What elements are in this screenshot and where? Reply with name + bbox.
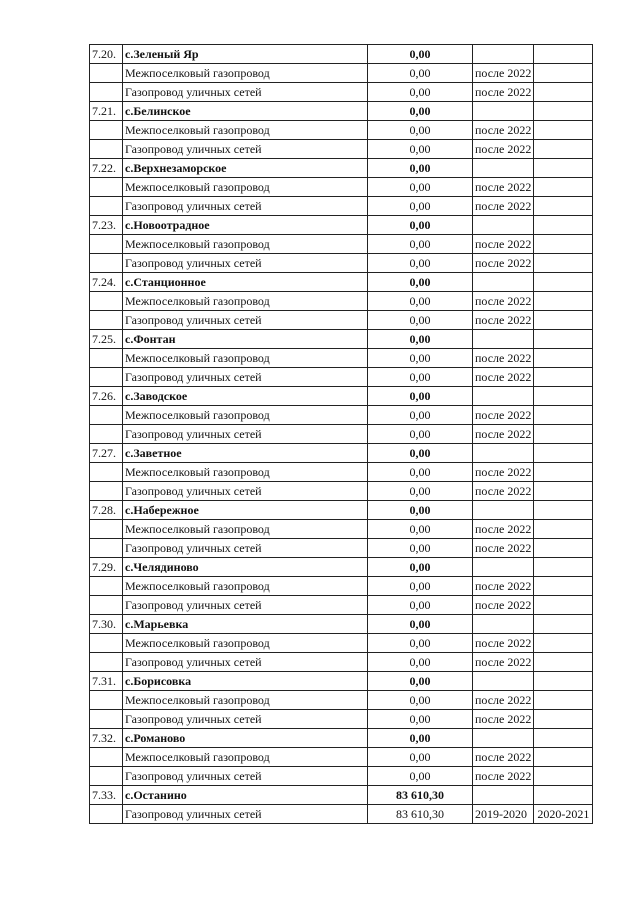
item-period-2 bbox=[534, 349, 593, 368]
item-label: Межпоселковый газопровод bbox=[123, 520, 368, 539]
period-cell-2 bbox=[534, 615, 593, 634]
item-period: после 2022 bbox=[473, 368, 534, 387]
item-value: 0,00 bbox=[368, 482, 473, 501]
village-total: 83 610,30 bbox=[368, 786, 473, 805]
period-cell bbox=[473, 501, 534, 520]
item-row bbox=[90, 805, 593, 824]
item-label: Межпоселковый газопровод bbox=[123, 178, 368, 197]
item-period: после 2022 bbox=[473, 292, 534, 311]
item-period-2 bbox=[534, 710, 593, 729]
item-period: после 2022 bbox=[473, 406, 534, 425]
village-name: с.Борисовка bbox=[123, 672, 368, 691]
table-body bbox=[90, 45, 593, 824]
row-number: 7.22. bbox=[90, 159, 123, 178]
item-period: после 2022 bbox=[473, 64, 534, 83]
item-period-2 bbox=[534, 235, 593, 254]
item-period: после 2022 bbox=[473, 121, 534, 140]
item-value: 0,00 bbox=[368, 311, 473, 330]
item-label: Газопровод уличных сетей bbox=[123, 539, 368, 558]
village-total: 0,00 bbox=[368, 558, 473, 577]
row-number bbox=[90, 691, 123, 710]
item-value: 0,00 bbox=[368, 596, 473, 615]
village-name: с.Верхнезаморское bbox=[123, 159, 368, 178]
row-number bbox=[90, 197, 123, 216]
period-cell bbox=[473, 330, 534, 349]
item-value: 0,00 bbox=[368, 520, 473, 539]
row-number bbox=[90, 121, 123, 140]
item-value: 0,00 bbox=[368, 254, 473, 273]
period-cell-2 bbox=[534, 786, 593, 805]
item-period-2 bbox=[534, 425, 593, 444]
village-total: 0,00 bbox=[368, 273, 473, 292]
item-label: Газопровод уличных сетей bbox=[123, 368, 368, 387]
item-period-2 bbox=[534, 691, 593, 710]
item-row bbox=[90, 64, 593, 83]
row-number bbox=[90, 140, 123, 159]
item-period-2 bbox=[534, 64, 593, 83]
village-name: с.Романово bbox=[123, 729, 368, 748]
row-number bbox=[90, 482, 123, 501]
item-row bbox=[90, 178, 593, 197]
item-period: 2019-2020 bbox=[473, 805, 534, 824]
item-period-2 bbox=[534, 748, 593, 767]
item-period: после 2022 bbox=[473, 748, 534, 767]
item-value: 83 610,30 bbox=[368, 805, 473, 824]
row-number bbox=[90, 463, 123, 482]
item-period-2 bbox=[534, 539, 593, 558]
village-name: с.Челядиново bbox=[123, 558, 368, 577]
village-row bbox=[90, 501, 593, 520]
item-row bbox=[90, 653, 593, 672]
village-row bbox=[90, 330, 593, 349]
item-row bbox=[90, 368, 593, 387]
item-value: 0,00 bbox=[368, 748, 473, 767]
village-row bbox=[90, 387, 593, 406]
row-number bbox=[90, 767, 123, 786]
period-cell bbox=[473, 273, 534, 292]
item-period-2 bbox=[534, 596, 593, 615]
row-number: 7.28. bbox=[90, 501, 123, 520]
village-total: 0,00 bbox=[368, 102, 473, 121]
gas-pipeline-table bbox=[89, 44, 593, 824]
item-period-2 bbox=[534, 463, 593, 482]
row-number: 7.32. bbox=[90, 729, 123, 748]
item-label: Межпоселковый газопровод bbox=[123, 634, 368, 653]
period-cell-2 bbox=[534, 387, 593, 406]
row-number: 7.23. bbox=[90, 216, 123, 235]
item-period: после 2022 bbox=[473, 653, 534, 672]
row-number: 7.24. bbox=[90, 273, 123, 292]
item-period: после 2022 bbox=[473, 691, 534, 710]
row-number bbox=[90, 634, 123, 653]
row-number bbox=[90, 577, 123, 596]
row-number bbox=[90, 368, 123, 387]
item-row bbox=[90, 463, 593, 482]
item-period-2: 2020-2021 bbox=[534, 805, 593, 824]
item-label: Межпоселковый газопровод bbox=[123, 64, 368, 83]
item-period-2 bbox=[534, 520, 593, 539]
row-number bbox=[90, 425, 123, 444]
village-name: с.Фонтан bbox=[123, 330, 368, 349]
row-number: 7.29. bbox=[90, 558, 123, 577]
item-period-2 bbox=[534, 634, 593, 653]
period-cell bbox=[473, 672, 534, 691]
item-label: Межпоселковый газопровод bbox=[123, 691, 368, 710]
village-row bbox=[90, 786, 593, 805]
item-value: 0,00 bbox=[368, 292, 473, 311]
item-value: 0,00 bbox=[368, 197, 473, 216]
row-number: 7.25. bbox=[90, 330, 123, 349]
item-value: 0,00 bbox=[368, 653, 473, 672]
village-total: 0,00 bbox=[368, 387, 473, 406]
village-name: с.Набережное bbox=[123, 501, 368, 520]
item-period: после 2022 bbox=[473, 235, 534, 254]
item-period: после 2022 bbox=[473, 710, 534, 729]
item-period: после 2022 bbox=[473, 425, 534, 444]
item-label: Межпоселковый газопровод bbox=[123, 406, 368, 425]
row-number: 7.20. bbox=[90, 45, 123, 64]
period-cell-2 bbox=[534, 159, 593, 178]
item-row bbox=[90, 767, 593, 786]
item-value: 0,00 bbox=[368, 539, 473, 558]
period-cell-2 bbox=[534, 45, 593, 64]
village-total: 0,00 bbox=[368, 330, 473, 349]
item-row bbox=[90, 520, 593, 539]
row-number bbox=[90, 520, 123, 539]
item-period: после 2022 bbox=[473, 596, 534, 615]
row-number bbox=[90, 311, 123, 330]
item-period-2 bbox=[534, 197, 593, 216]
period-cell bbox=[473, 444, 534, 463]
village-row bbox=[90, 672, 593, 691]
item-row bbox=[90, 83, 593, 102]
item-period: после 2022 bbox=[473, 349, 534, 368]
village-name: с.Заветное bbox=[123, 444, 368, 463]
item-row bbox=[90, 121, 593, 140]
item-label: Газопровод уличных сетей bbox=[123, 140, 368, 159]
period-cell bbox=[473, 558, 534, 577]
item-value: 0,00 bbox=[368, 121, 473, 140]
village-total: 0,00 bbox=[368, 159, 473, 178]
item-period: после 2022 bbox=[473, 254, 534, 273]
item-value: 0,00 bbox=[368, 767, 473, 786]
item-row bbox=[90, 311, 593, 330]
row-number bbox=[90, 64, 123, 83]
row-number bbox=[90, 235, 123, 254]
item-label: Межпоселковый газопровод bbox=[123, 349, 368, 368]
village-row bbox=[90, 273, 593, 292]
item-row bbox=[90, 482, 593, 501]
item-period: после 2022 bbox=[473, 197, 534, 216]
item-period-2 bbox=[534, 140, 593, 159]
item-value: 0,00 bbox=[368, 235, 473, 254]
item-label: Газопровод уличных сетей bbox=[123, 653, 368, 672]
village-name: с.Белинское bbox=[123, 102, 368, 121]
item-label: Газопровод уличных сетей bbox=[123, 425, 368, 444]
row-number: 7.21. bbox=[90, 102, 123, 121]
item-row bbox=[90, 710, 593, 729]
village-row bbox=[90, 159, 593, 178]
item-period: после 2022 bbox=[473, 463, 534, 482]
village-total: 0,00 bbox=[368, 45, 473, 64]
row-number: 7.26. bbox=[90, 387, 123, 406]
item-period: после 2022 bbox=[473, 482, 534, 501]
row-number: 7.31. bbox=[90, 672, 123, 691]
item-value: 0,00 bbox=[368, 691, 473, 710]
row-number bbox=[90, 539, 123, 558]
item-row bbox=[90, 235, 593, 254]
item-period: после 2022 bbox=[473, 520, 534, 539]
item-row bbox=[90, 254, 593, 273]
period-cell-2 bbox=[534, 501, 593, 520]
item-row bbox=[90, 197, 593, 216]
item-period: после 2022 bbox=[473, 634, 534, 653]
item-label: Межпоселковый газопровод bbox=[123, 292, 368, 311]
row-number: 7.30. bbox=[90, 615, 123, 634]
village-name: с.Останино bbox=[123, 786, 368, 805]
item-value: 0,00 bbox=[368, 64, 473, 83]
village-name: с.Новоотрадное bbox=[123, 216, 368, 235]
village-total: 0,00 bbox=[368, 444, 473, 463]
item-row bbox=[90, 577, 593, 596]
item-period-2 bbox=[534, 577, 593, 596]
row-number bbox=[90, 292, 123, 311]
period-cell-2 bbox=[534, 558, 593, 577]
item-value: 0,00 bbox=[368, 178, 473, 197]
item-value: 0,00 bbox=[368, 425, 473, 444]
period-cell-2 bbox=[534, 444, 593, 463]
row-number: 7.33. bbox=[90, 786, 123, 805]
village-row bbox=[90, 615, 593, 634]
item-value: 0,00 bbox=[368, 140, 473, 159]
item-label: Газопровод уличных сетей bbox=[123, 767, 368, 786]
period-cell bbox=[473, 216, 534, 235]
item-value: 0,00 bbox=[368, 577, 473, 596]
village-row bbox=[90, 729, 593, 748]
row-number bbox=[90, 596, 123, 615]
period-cell bbox=[473, 729, 534, 748]
item-period-2 bbox=[534, 292, 593, 311]
item-period: после 2022 bbox=[473, 539, 534, 558]
item-row bbox=[90, 425, 593, 444]
village-total: 0,00 bbox=[368, 615, 473, 634]
period-cell-2 bbox=[534, 729, 593, 748]
item-period-2 bbox=[534, 368, 593, 387]
period-cell-2 bbox=[534, 102, 593, 121]
row-number: 7.27. bbox=[90, 444, 123, 463]
row-number bbox=[90, 653, 123, 672]
item-period: после 2022 bbox=[473, 311, 534, 330]
item-label: Газопровод уличных сетей bbox=[123, 805, 368, 824]
item-row bbox=[90, 349, 593, 368]
item-period: после 2022 bbox=[473, 767, 534, 786]
item-row bbox=[90, 748, 593, 767]
item-value: 0,00 bbox=[368, 634, 473, 653]
item-value: 0,00 bbox=[368, 710, 473, 729]
item-label: Межпоселковый газопровод bbox=[123, 577, 368, 596]
item-row bbox=[90, 634, 593, 653]
village-name: с.Заводское bbox=[123, 387, 368, 406]
item-label: Межпоселковый газопровод bbox=[123, 121, 368, 140]
village-name: с.Марьевка bbox=[123, 615, 368, 634]
period-cell-2 bbox=[534, 672, 593, 691]
village-total: 0,00 bbox=[368, 672, 473, 691]
item-row bbox=[90, 596, 593, 615]
item-period: после 2022 bbox=[473, 140, 534, 159]
period-cell bbox=[473, 387, 534, 406]
item-label: Межпоселковый газопровод bbox=[123, 235, 368, 254]
item-period-2 bbox=[534, 406, 593, 425]
item-value: 0,00 bbox=[368, 406, 473, 425]
row-number bbox=[90, 805, 123, 824]
row-number bbox=[90, 349, 123, 368]
item-period-2 bbox=[534, 311, 593, 330]
village-total: 0,00 bbox=[368, 216, 473, 235]
item-label: Межпоселковый газопровод bbox=[123, 463, 368, 482]
village-name: с.Зеленый Яр bbox=[123, 45, 368, 64]
item-row bbox=[90, 292, 593, 311]
period-cell bbox=[473, 786, 534, 805]
item-period-2 bbox=[534, 482, 593, 501]
row-number bbox=[90, 178, 123, 197]
period-cell bbox=[473, 102, 534, 121]
village-total: 0,00 bbox=[368, 501, 473, 520]
item-value: 0,00 bbox=[368, 349, 473, 368]
item-label: Газопровод уличных сетей bbox=[123, 596, 368, 615]
item-value: 0,00 bbox=[368, 368, 473, 387]
period-cell-2 bbox=[534, 330, 593, 349]
item-label: Межпоселковый газопровод bbox=[123, 748, 368, 767]
item-row bbox=[90, 406, 593, 425]
item-label: Газопровод уличных сетей bbox=[123, 197, 368, 216]
item-period-2 bbox=[534, 254, 593, 273]
village-row bbox=[90, 102, 593, 121]
row-number bbox=[90, 254, 123, 273]
item-period: после 2022 bbox=[473, 178, 534, 197]
item-label: Газопровод уличных сетей bbox=[123, 83, 368, 102]
period-cell bbox=[473, 159, 534, 178]
item-period-2 bbox=[534, 767, 593, 786]
item-value: 0,00 bbox=[368, 83, 473, 102]
row-number bbox=[90, 748, 123, 767]
period-cell-2 bbox=[534, 216, 593, 235]
village-name: с.Станционное bbox=[123, 273, 368, 292]
item-period-2 bbox=[534, 121, 593, 140]
item-label: Газопровод уличных сетей bbox=[123, 311, 368, 330]
item-period-2 bbox=[534, 178, 593, 197]
item-label: Газопровод уличных сетей bbox=[123, 482, 368, 501]
village-row bbox=[90, 558, 593, 577]
village-total: 0,00 bbox=[368, 729, 473, 748]
period-cell bbox=[473, 45, 534, 64]
item-row bbox=[90, 140, 593, 159]
row-number bbox=[90, 710, 123, 729]
period-cell-2 bbox=[534, 273, 593, 292]
item-period: после 2022 bbox=[473, 83, 534, 102]
item-row bbox=[90, 691, 593, 710]
item-label: Газопровод уличных сетей bbox=[123, 254, 368, 273]
period-cell bbox=[473, 615, 534, 634]
item-period-2 bbox=[534, 83, 593, 102]
village-row bbox=[90, 216, 593, 235]
item-period: после 2022 bbox=[473, 577, 534, 596]
item-label: Газопровод уличных сетей bbox=[123, 710, 368, 729]
item-value: 0,00 bbox=[368, 463, 473, 482]
item-period-2 bbox=[534, 653, 593, 672]
village-row bbox=[90, 444, 593, 463]
village-row bbox=[90, 45, 593, 64]
row-number bbox=[90, 406, 123, 425]
item-row bbox=[90, 539, 593, 558]
row-number bbox=[90, 83, 123, 102]
